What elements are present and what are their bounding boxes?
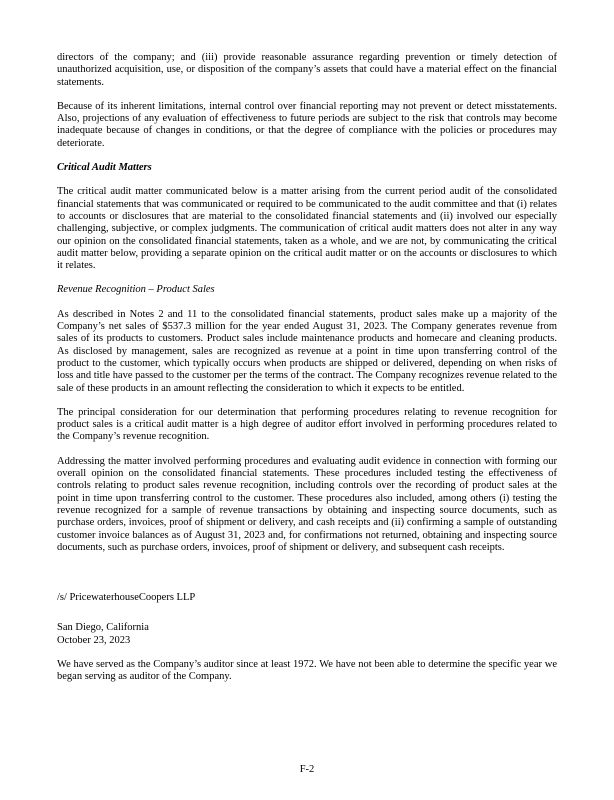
subheading-revenue-recognition: Revenue Recognition – Product Sales — [57, 284, 215, 296]
auditor-city-state: San Diego, California — [57, 622, 149, 634]
paragraph-addressing-matter: Addressing the matter involved performing procedures and evaluating audit evidence in connection with forming our overall opinion on the consolidated financial statements. These procedures included testing the effectiveness of controls relating to product sales revenue recognition, including controls over the recording of product sales at the point in time upon transferring control to the customer. These procedures also included, among others (i) testing the revenue recognized for a sample of revenue transactions by obtaining and inspecting source documents, such as purchase orders, invoices, proof of shipment or delivery, and cash receipts and (ii) confirming a sample of outstanding customer invoice balances as of August 31, 2023 and, for confirmations not returned, obtaining and inspecting source documents, such as purchase orders, invoices, proof of shipment or delivery, and subsequent cash receipts. — [57, 455, 557, 553]
page-number: F-2 — [299, 763, 315, 775]
paragraph-cam-introduction: The critical audit matter communicated below is a matter arising from the current period audit of the consolidated financial statements that was communicated or required to be communicated to the audit committee and that (i) relates to accounts or disclosures that are material to the consolidated financial statements and (ii) involved our especially challenging, subjective, or complex judgments. The communication of critical audit matters does not alter in any way our opinion on the consolidated financial statements, taken as a whole, and we are not, by communicating the critical audit matter below, providing a separate opinion on the critical audit matter or on the accounts or disclosures to which it relates. — [57, 186, 557, 272]
page-footer — [0, 764, 614, 776]
paragraph-revenue-description: As described in Notes 2 and 11 to the consolidated financial statements, product sales make up a majority of the Company’s net sales of $537.3 million for the year ended August 31, 2023. The Company generates revenue from sales of its products to customers. Product sales include maintenance products and homecare and cleaning products. As disclosed by management, sales are recognized as revenue at a point in time upon transferring control of the product to the customer, which typically occurs when products are shipped or delivered, depending on when risks of loss and title have passed to the customer per the terms of the contract. The Company recognizes revenue related to the sale of these products in an amount reflecting the consideration to which it expects to be entitled. — [57, 308, 557, 394]
paragraph-continuation: directors of the company; and (iii) provide reasonable assurance regarding prevention or timely detection of unauthorized acquisition, use, or disposition of the company’s assets that could have a material effect on the financial statements. — [57, 52, 557, 88]
paragraph-principal-consideration: The principal consideration for our determination that performing procedures relating to revenue recognition for product sales is a critical audit matter is a high degree of auditor effort involved in performing procedures related to the Company’s revenue recognition. — [57, 406, 557, 443]
paragraph-auditor-tenure: We have served as the Company’s auditor since at least 1972. We have not been able to determine the specific year we began serving as auditor of the Company. — [57, 658, 557, 683]
auditor-address-block — [57, 622, 557, 647]
report-date: October 23, 2023 — [57, 634, 131, 646]
heading-critical-audit-matters: Critical Audit Matters — [57, 162, 152, 174]
auditor-signature: /s/ PricewaterhouseCoopers LLP — [57, 592, 196, 604]
paragraph-inherent-limitations: Because of its inherent limitations, internal control over financial reporting may not prevent or detect misstatements. Also, projections of any evaluation of effectiveness to future periods are subject to the risk that controls may become inadequate because of changes in conditions, or that the degree of compliance with the policies or procedures may deteriorate. — [57, 100, 557, 149]
